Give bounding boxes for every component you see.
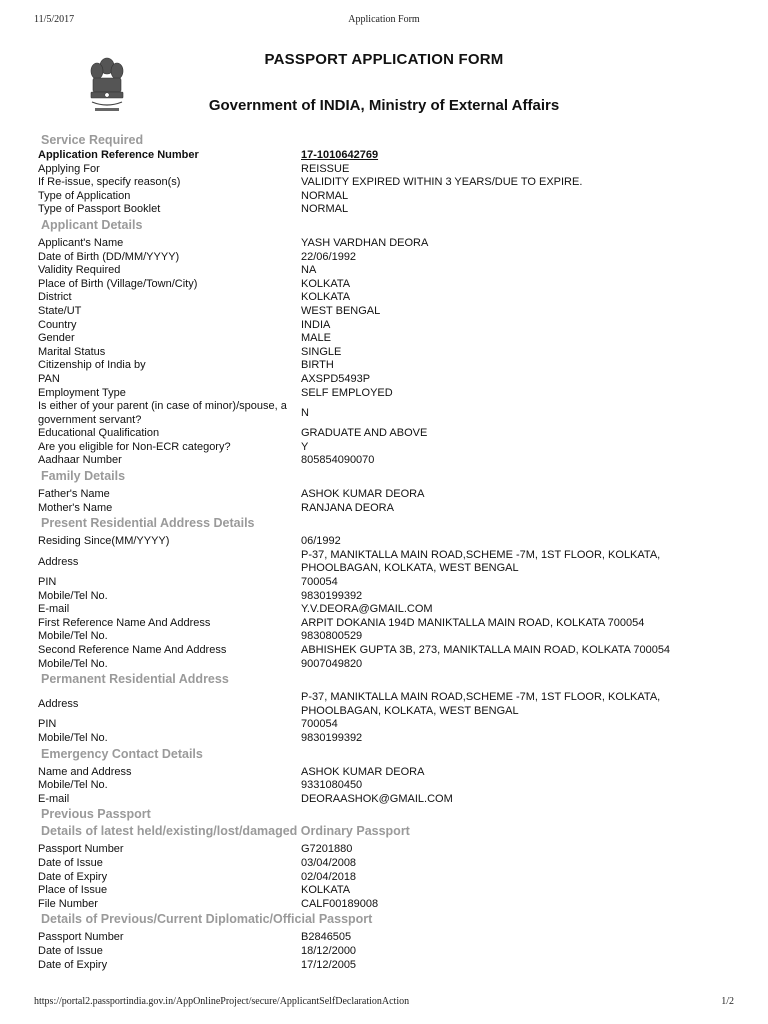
field-value: REISSUE [301,162,350,175]
field-label: E-mail [38,792,70,805]
field-row [38,549,738,576]
field-row [38,149,738,163]
field-row [38,441,738,455]
field-row [38,732,738,746]
field-value: KOLKATA [301,291,351,304]
print-header [34,14,734,28]
field-row [38,359,738,373]
field-label: Address [38,697,79,710]
field-label: Mobile/Tel No. [38,630,108,643]
page-number: 1/2 [721,996,734,1007]
field-label: Date of Birth (DD/MM/YYYY) [38,250,180,263]
field-label: Are you eligible for Non-ECR category? [38,440,231,453]
field-value: Y.V.DEORA@GMAIL.COM [301,603,433,616]
field-row [38,400,738,427]
field-row [38,871,738,885]
field-row [38,203,738,217]
field-value: KOLKATA [301,277,351,290]
field-label: Mobile/Tel No. [38,589,108,602]
field-row [38,857,738,871]
section-heading: Details of Previous/Current Diplomatic/Official Passport [41,912,373,927]
field-row [38,278,738,292]
section-heading: Applicant Details [41,217,143,232]
field-value: ABHISHEK GUPTA 3B, 273, MANIKTALLA MAIN ROAD, KOLKATA 700054 [301,644,671,656]
field-label: Type of Application [38,189,131,202]
field-label: PIN [38,576,57,589]
field-row [38,843,738,857]
field-label: If Re-issue, specify reason(s) [38,176,181,189]
field-value: SELF EMPLOYED [301,386,393,399]
field-row [38,535,738,549]
field-row [38,658,738,672]
field-label: Country [38,318,77,331]
field-label: Date of Issue [38,856,103,869]
field-label: Applicant's Name [38,236,124,249]
field-label: Father's Name [38,488,110,501]
field-label: Validity Required [38,264,121,277]
field-row [38,630,738,644]
field-label: State/UT [38,304,82,317]
field-label: Educational Qualification [38,427,160,440]
field-value: KOLKATA [301,884,351,897]
field-row [38,718,738,732]
field-row [38,959,738,973]
field-label: Mobile/Tel No. [38,779,108,792]
field-label: Applying For [38,162,100,175]
field-row [38,387,738,401]
print-footer [34,996,734,1010]
field-value: SINGLE [301,345,342,358]
field-value: ASHOK KUMAR DEORA [301,488,425,501]
section-heading: Details of latest held/existing/lost/damaged Ordinary Passport [41,824,410,839]
field-value: G7201880 [301,843,353,856]
print-date: 11/5/2017 [34,14,75,25]
field-label: Mobile/Tel No. [38,731,108,744]
field-label: Citizenship of India by [38,359,146,372]
field-value: 700054 [301,576,338,589]
field-label: Date of Expiry [38,958,108,971]
field-row [38,305,738,319]
field-value: BIRTH [301,359,334,372]
field-value: NA [301,264,317,277]
field-label: Mother's Name [38,501,113,514]
field-label: PAN [38,372,60,385]
field-label: Date of Expiry [38,870,108,883]
field-label: Address [38,555,79,568]
field-value: 9830199392 [301,731,363,744]
field-row [38,373,738,387]
field-row [38,454,738,468]
field-value: 18/12/2000 [301,944,357,957]
field-row [38,603,738,617]
application-details [38,132,738,972]
field-label: Aadhaar Number [38,454,122,467]
section-heading: Present Residential Address Details [41,516,255,531]
form-title: PASSPORT APPLICATION FORM [264,51,504,68]
field-row [38,176,738,190]
field-row [38,264,738,278]
field-value: 805854090070 [301,454,375,467]
field-value: WEST BENGAL [301,304,381,317]
field-label: Place of Birth (Village/Town/City) [38,277,198,290]
field-row [38,691,738,718]
field-label: Type of Passport Booklet [38,203,161,216]
field-value: NORMAL [301,203,349,216]
field-value: 9331080450 [301,779,363,792]
field-value: 02/04/2018 [301,870,357,883]
field-label: Application Reference Number [38,149,199,161]
field-row [38,884,738,898]
field-label: Passport Number [38,931,124,944]
field-value: N [301,406,309,419]
field-row [38,163,738,177]
field-row [38,576,738,590]
field-row [38,945,738,959]
form-subtitle: Government of INDIA, Ministry of External Affairs [208,97,560,114]
print-title: Application Form [348,14,420,25]
field-value: NORMAL [301,189,349,202]
field-row [38,251,738,265]
field-value: GRADUATE AND ABOVE [301,427,428,440]
field-value: P-37, MANIKTALLA MAIN ROAD,SCHEME -7M, 1ST FLOOR, KOLKATA, PHOOLBAGAN, KOLKATA, WEST BENGAL [301,691,661,717]
field-label: Date of Issue [38,944,103,957]
field-value: DEORAASHOK@GMAIL.COM [301,792,453,805]
field-value: P-37, MANIKTALLA MAIN ROAD,SCHEME -7M, 1ST FLOOR, KOLKATA, PHOOLBAGAN, KOLKATA, WEST BENGAL [301,548,661,575]
field-label: Gender [38,332,75,345]
section-heading: Family Details [41,469,126,484]
section-heading: Emergency Contact Details [41,746,203,761]
field-value: 03/04/2008 [301,856,357,869]
print-url: https://portal2.passportindia.gov.in/AppOnlineProject/secure/ApplicantSelfDeclarationAction [34,996,410,1007]
field-row [38,931,738,945]
field-value: 9007049820 [301,657,363,670]
field-label: District [38,291,72,304]
field-value: AXSPD5493P [301,372,371,385]
field-row [38,427,738,441]
field-row [38,332,738,346]
field-label: File Number [38,897,98,910]
field-row [38,291,738,305]
field-value: 9830199392 [301,589,363,602]
field-row [38,644,738,658]
field-value: ARPIT DOKANIA 194D MANIKTALLA MAIN ROAD, KOLKATA 700054 [301,616,645,629]
field-row [38,779,738,793]
field-row [38,319,738,333]
field-label: Second Reference Name And Address [38,644,227,656]
reference-number: 17-1010642769 [301,149,379,161]
field-label: Passport Number [38,843,124,856]
field-value: CALF00189008 [301,897,379,910]
field-label: Marital Status [38,345,106,358]
field-row [38,898,738,912]
field-row [38,502,738,516]
section-heading: Permanent Residential Address [41,672,229,687]
field-value: Y [301,440,309,453]
field-value: 17/12/2005 [301,958,357,971]
field-label: PIN [38,718,57,731]
section-heading: Previous Passport [41,807,151,822]
field-value: INDIA [301,318,331,331]
field-label: Mobile/Tel No. [38,657,108,670]
field-value: 22/06/1992 [301,250,357,263]
field-label: Residing Since(MM/YYYY) [38,535,170,548]
field-value: 06/1992 [301,535,341,548]
field-label: Is either of your parent (in case of minor)/spouse, a government servant? [38,400,287,426]
field-row [38,793,738,807]
field-value: MALE [301,332,331,345]
field-value: ASHOK KUMAR DEORA [301,765,425,778]
field-value: 700054 [301,718,338,731]
field-label: Employment Type [38,386,126,399]
field-label: Place of Issue [38,884,108,897]
field-value: B2846505 [301,931,352,944]
field-label: Name and Address [38,765,132,778]
field-label: E-mail [38,603,70,616]
field-value: YASH VARDHAN DEORA [301,236,429,249]
field-value: 9830800529 [301,630,363,643]
field-value: RANJANA DEORA [301,501,394,514]
field-row [38,488,738,502]
field-label: First Reference Name And Address [38,616,211,629]
section-heading: Service Required [41,133,144,147]
field-row [38,237,738,251]
field-row [38,590,738,604]
field-row [38,190,738,204]
field-row [38,346,738,360]
field-value: VALIDITY EXPIRED WITHIN 3 YEARS/DUE TO EXPIRE. [301,176,583,189]
field-row [38,617,738,631]
field-row [38,766,738,780]
